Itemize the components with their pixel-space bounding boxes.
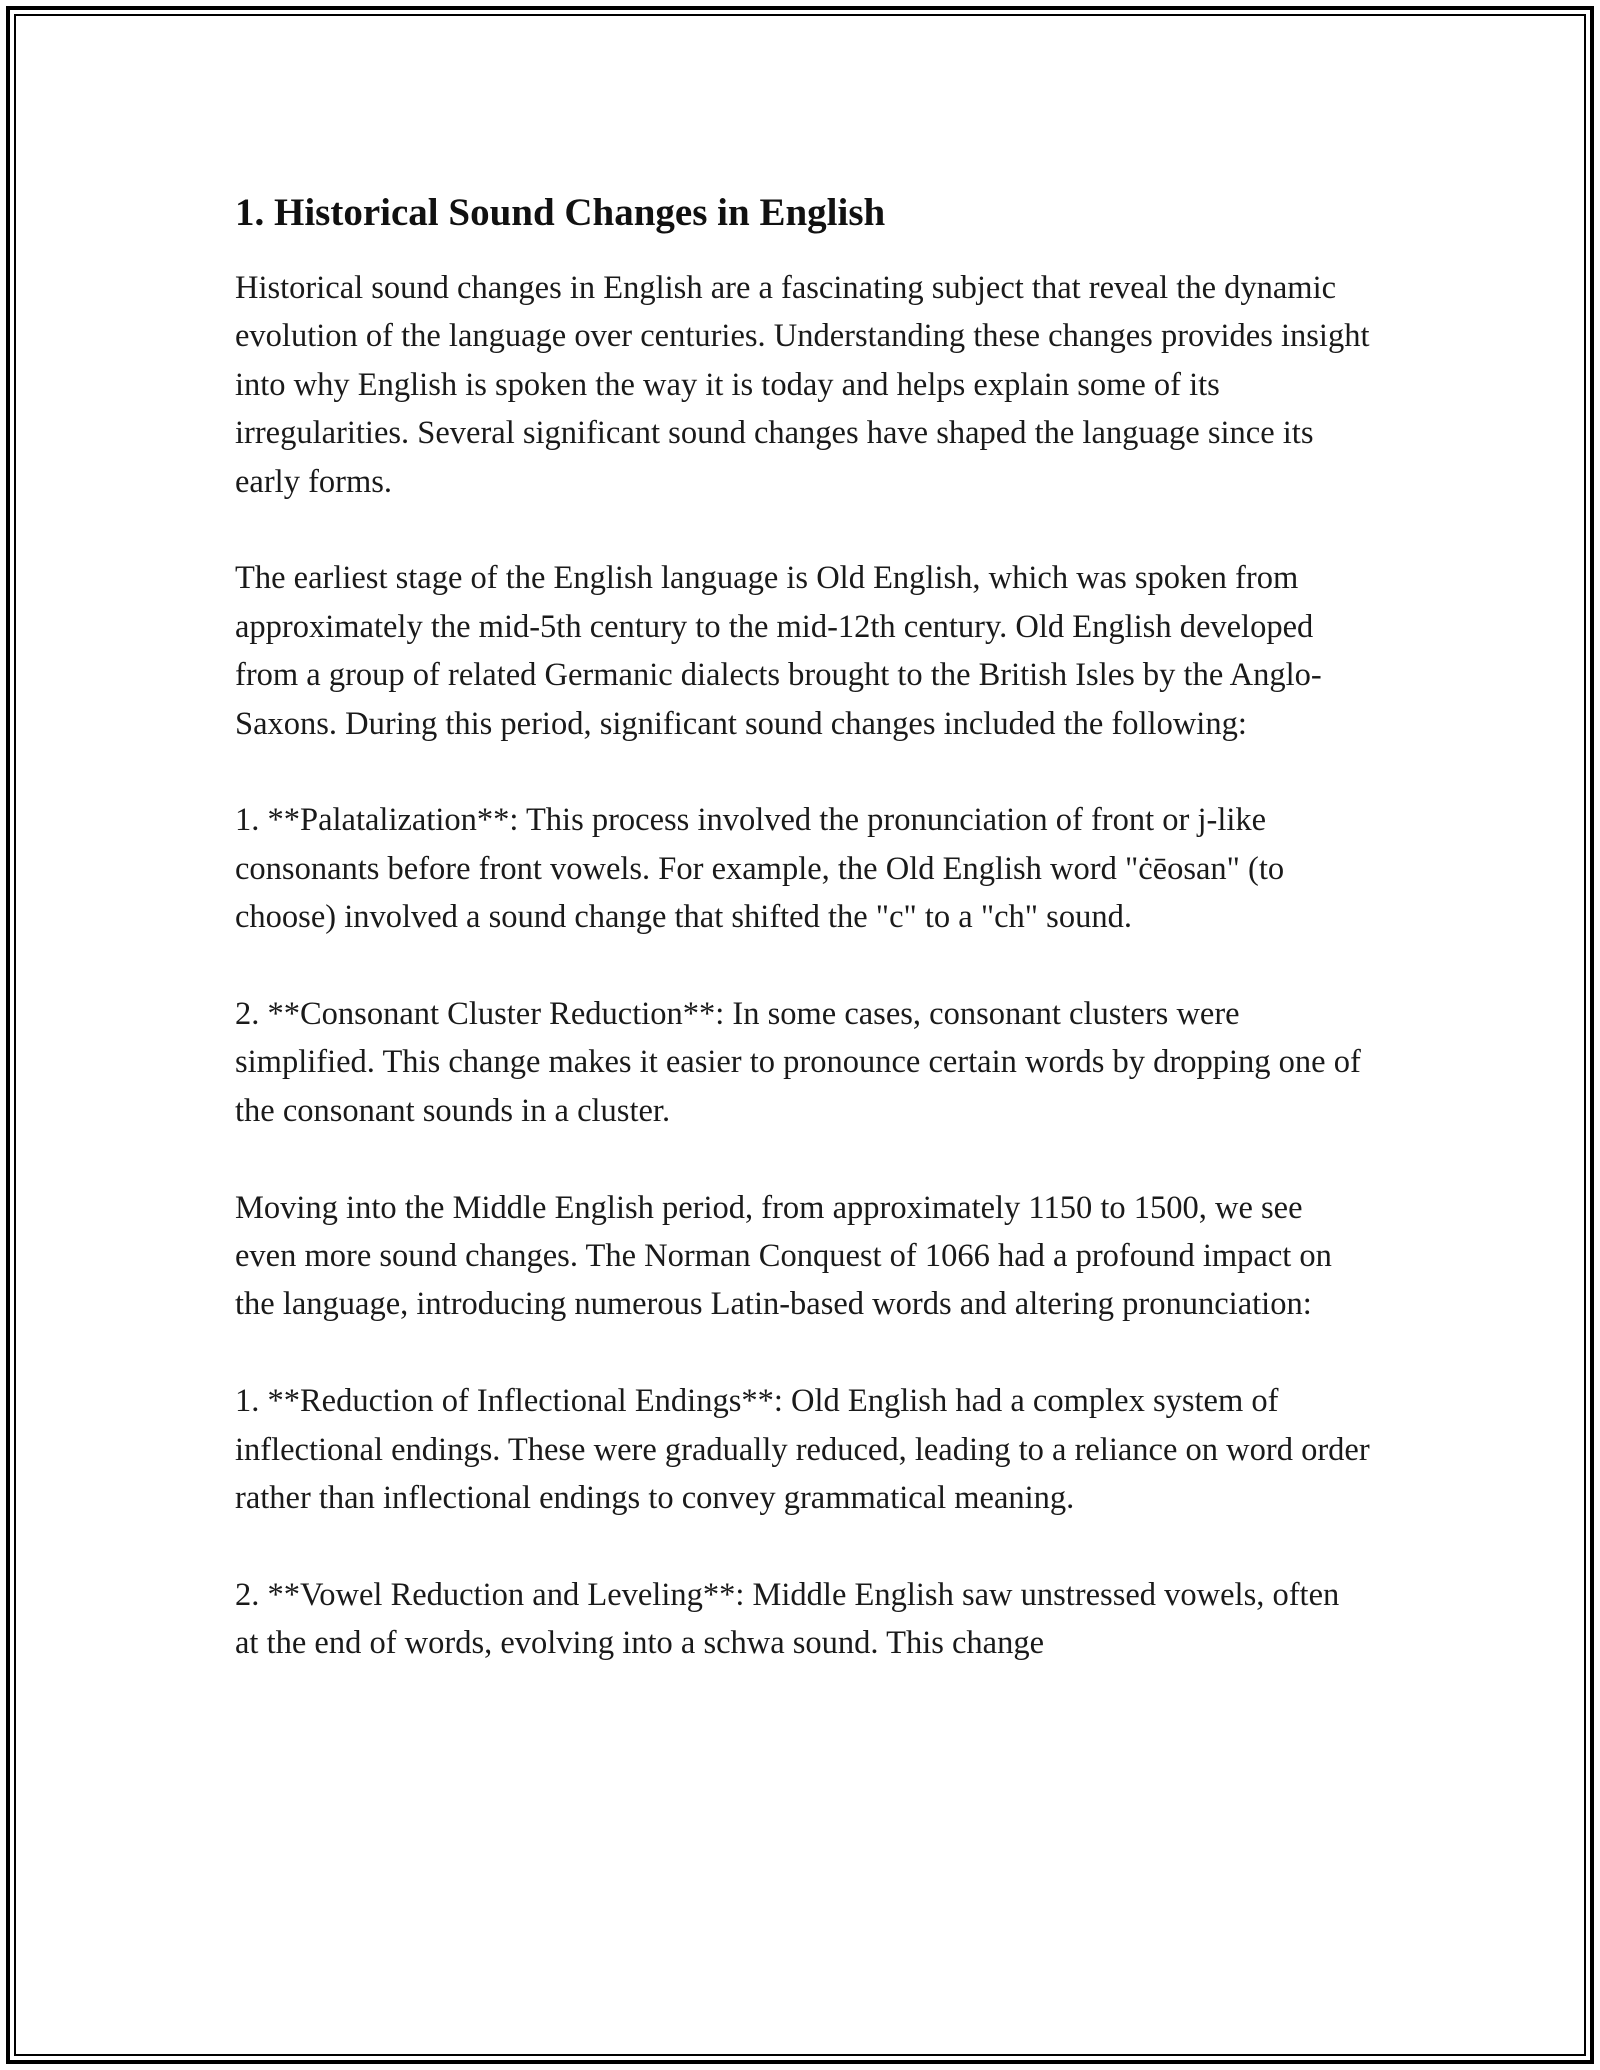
paragraph-inflectional-endings: 1. **Reduction of Inflectional Endings**: Old English had a complex system of inflectional endings. These were gradually reduced, leading to a reliance on word order rather than inflectional endings to convey grammatical meaning.: [235, 1383, 1370, 1517]
paragraph-intro: Historical sound changes in English are a fascinating subject that reveal the dynamic evolution of the language over centuries. Understanding these changes provides insight into why English is spoken the way it is today and helps explain some of its irregularities. Several significant sound changes have shaped the language since its early forms.: [235, 270, 1370, 500]
paragraph-middle-english: Moving into the Middle English period, from approximately 1150 to 1500, we see even more sound changes. The Norman Conquest of 1066 had a profound impact on the language, introducing numerous Latin-based words and altering pronunciation:: [235, 1189, 1332, 1323]
document-body: [235, 184, 1370, 1716]
paragraph-vowel-reduction: 2. **Vowel Reduction and Leveling**: Middle English saw unstressed vowels, often at the end of words, evolving into a schwa sound. This change: [235, 1576, 1340, 1662]
section-title: 1. Historical Sound Changes in English: [235, 191, 886, 234]
paragraph-old-english: The earliest stage of the English language is Old English, which was spoken from approximately the mid-5th century to the mid-12th century. Old English developed from a group of related Germanic dialects brought to the British Isles by the Anglo-Saxons. During this period, significant sound changes included the following:: [235, 560, 1322, 742]
paragraph-palatalization: 1. **Palatalization**: This process involved the pronunciation of front or j-like consonants before front vowels. For example, the Old English word "ċēosan" (to choose) involved a sound change that shifted the "c" to a "ch" sound.: [235, 802, 1285, 936]
paragraph-consonant-cluster: 2. **Consonant Cluster Reduction**: In some cases, consonant clusters were simplified. This change makes it easier to pronounce certain words by dropping one of the consonant sounds in a cluster.: [235, 996, 1361, 1129]
